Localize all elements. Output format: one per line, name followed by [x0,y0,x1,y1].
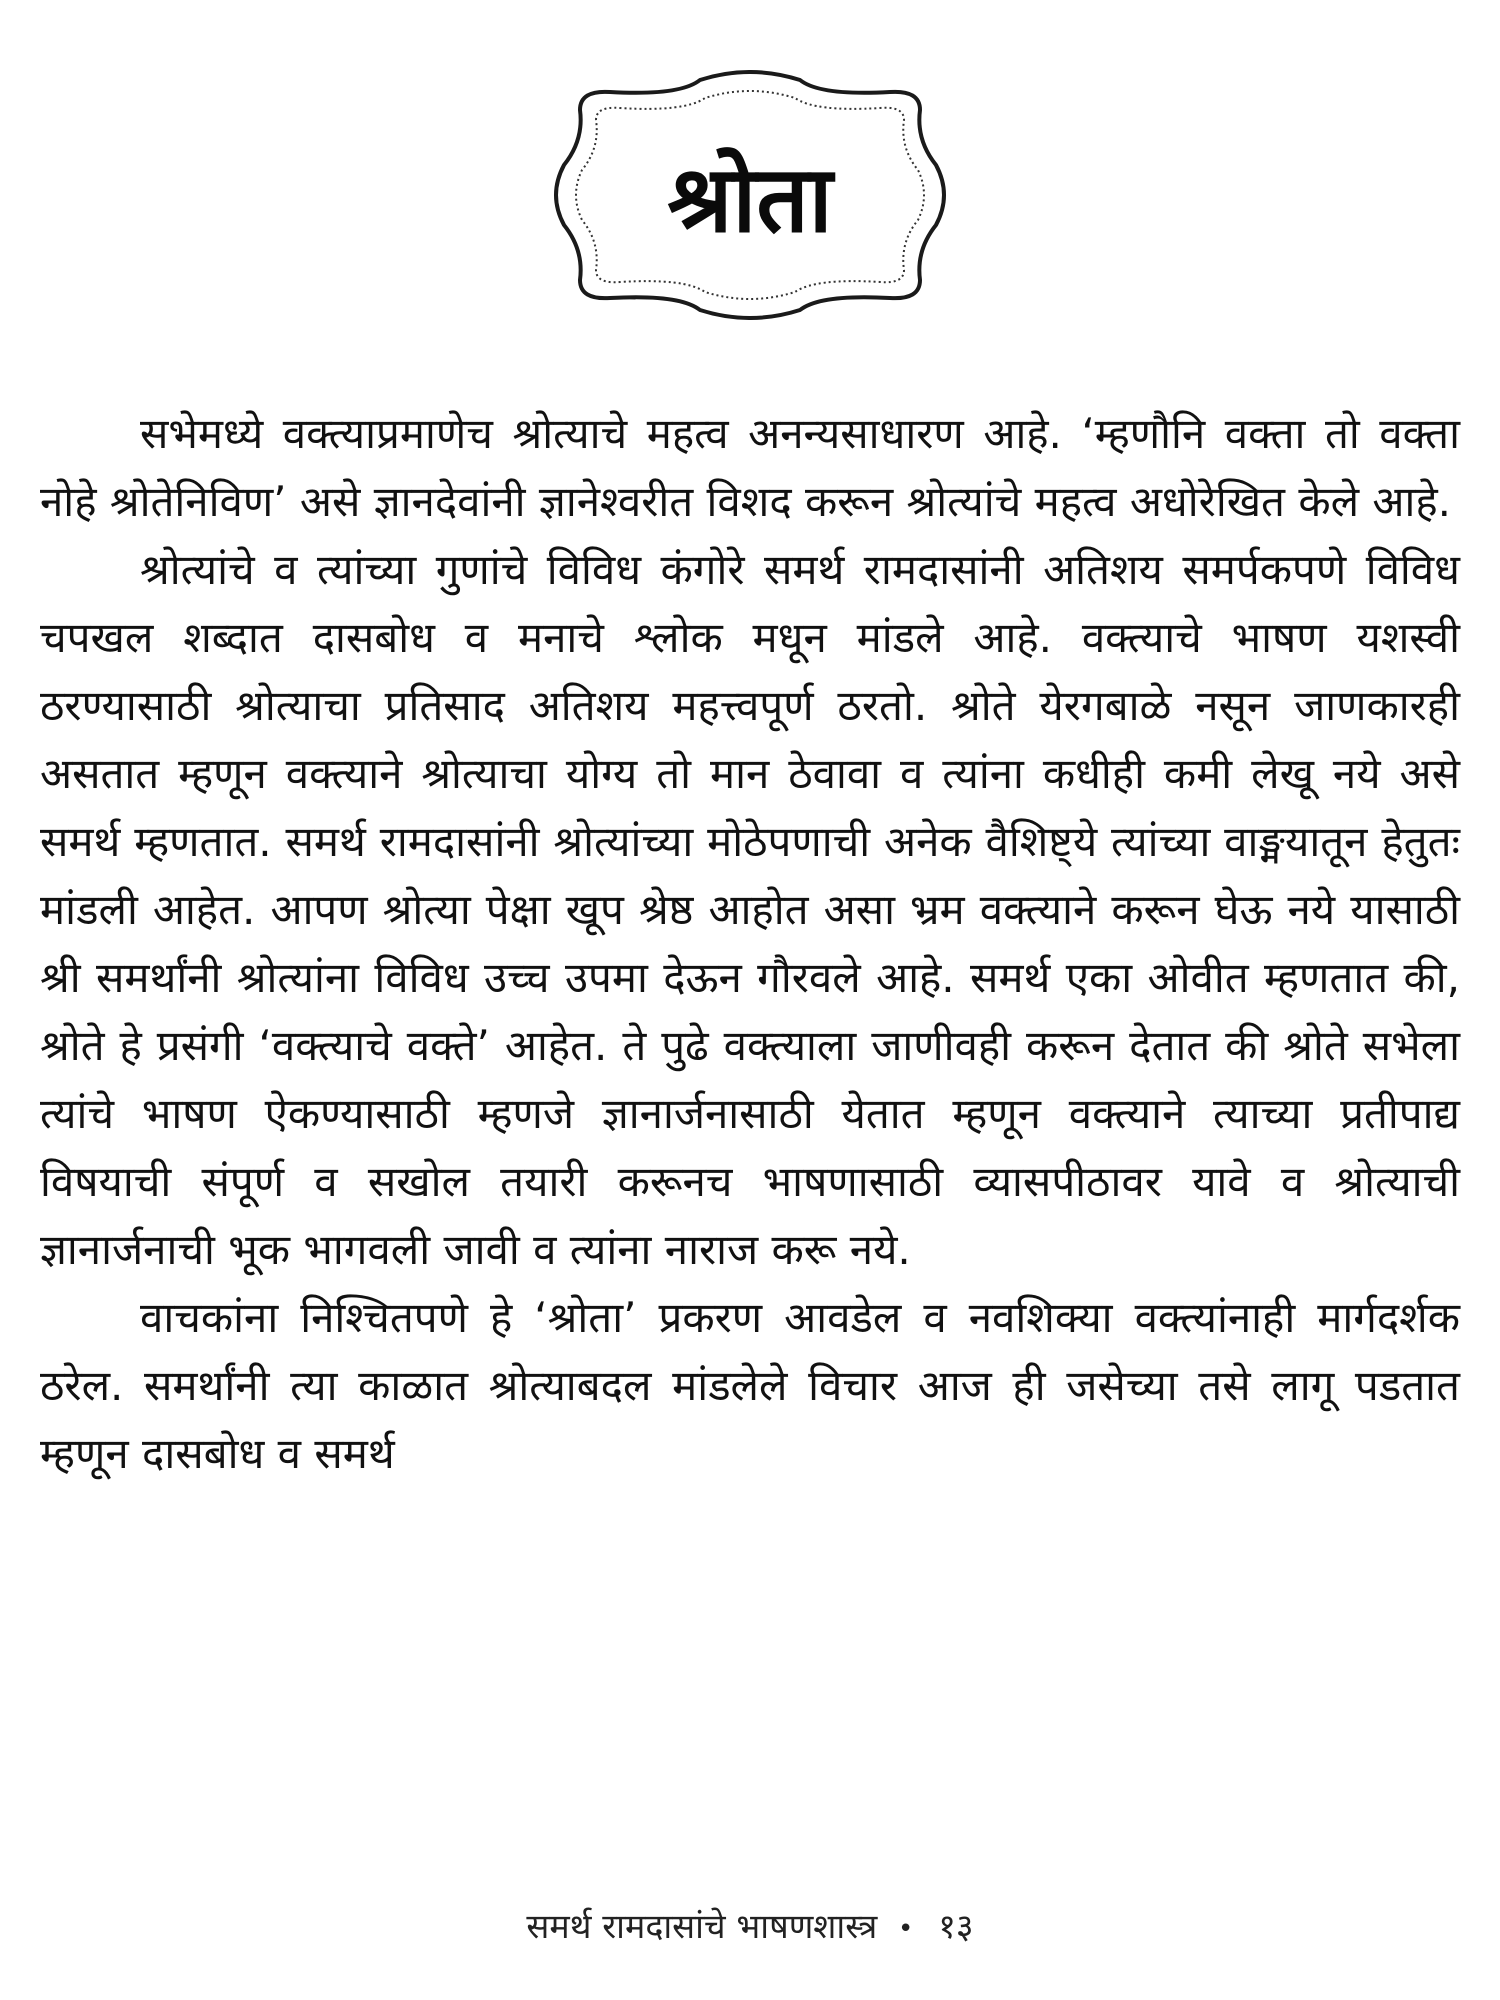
paragraph-1: सभेमध्ये वक्त्याप्रमाणेच श्रोत्याचे महत्व अनन्यसाधारण आहे. ‘म्हणौनि वक्ता तो वक्ता नोहे श्रोतेनिविण’ असे ज्ञानदेवांनी ज्ञानेश्वरीत विशद करून श्रोत्यांचे महत्व अधोरेखित केले आहे. [40,409,1460,526]
page-footer [0,1905,1500,1951]
footer-book-title: समर्थ रामदासांचे भाषणशास्त्र [526,1907,878,1947]
page-number: १३ [938,1907,974,1947]
article-body [40,400,1460,1488]
chapter-title: श्रोता [667,146,833,253]
paragraph-3: वाचकांना निश्चितपणे हे ‘श्रोता’ प्रकरण आवडेल व नवशिक्या वक्त्यांनाही मार्गदर्शक ठरेल. समर्थांनी त्या काळात श्रोत्याबदल मांडलेले विचार आज ही जसेच्या तसे लागू पडतात म्हणून दासबोध व समर्थ [40,1293,1460,1478]
chapter-title-frame [540,70,960,320]
footer-separator-icon: • [898,1913,914,1944]
paragraph-2: श्रोत्यांचे व त्यांच्या गुणांचे विविध कंगोरे समर्थ रामदासांनी अतिशय समर्पकपणे विविध चपखल शब्दात दासबोध व मनाचे श्लोक मधून मांडले आहे. वक्त्याचे भाषण यशस्वी ठरण्यासाठी श्रोत्याचा प्रतिसाद अतिशय महत्त्वपूर्ण ठरतो. श्रोते येरगबाळे नसून जाणकारही असतात म्हणून वक्त्याने श्रोत्याचा योग्य तो मान ठेवावा व त्यांना कधीही कमी लेखू नये असे समर्थ म्हणतात. समर्थ रामदासांनी श्रोत्यांच्या मोठेपणाची अनेक वैशिष्ट्ये त्यांच्या वाङ्मयातून हेतुतः मांडली आहेत. आपण श्रोत्या पेक्षा खूप श्रेष्ठ आहोत असा भ्रम वक्त्याने करून घेऊ नये यासाठी श्री समर्थांनी श्रोत्यांना विविध उच्च उपमा देऊन गौरवले आहे. समर्थ एका ओवीत म्हणतात की, श्रोते हे प्रसंगी ‘वक्त्याचे वक्ते’ आहेत. ते पुढे वक्त्याला जाणीवही करून देतात की श्रोते सभेला त्यांचे भाषण ऐकण्यासाठी म्हणजे ज्ञानार्जनासाठी येतात म्हणून वक्त्याने त्याच्या प्रतीपाद्य विषयाची संपूर्ण व सखोल तयारी करूनच भाषणासाठी व्यासपीठावर यावे व श्रोत्याची ज्ञानार्जनाची भूक भागवली जावी व त्यांना नाराज करू नये. [40,545,1460,1274]
